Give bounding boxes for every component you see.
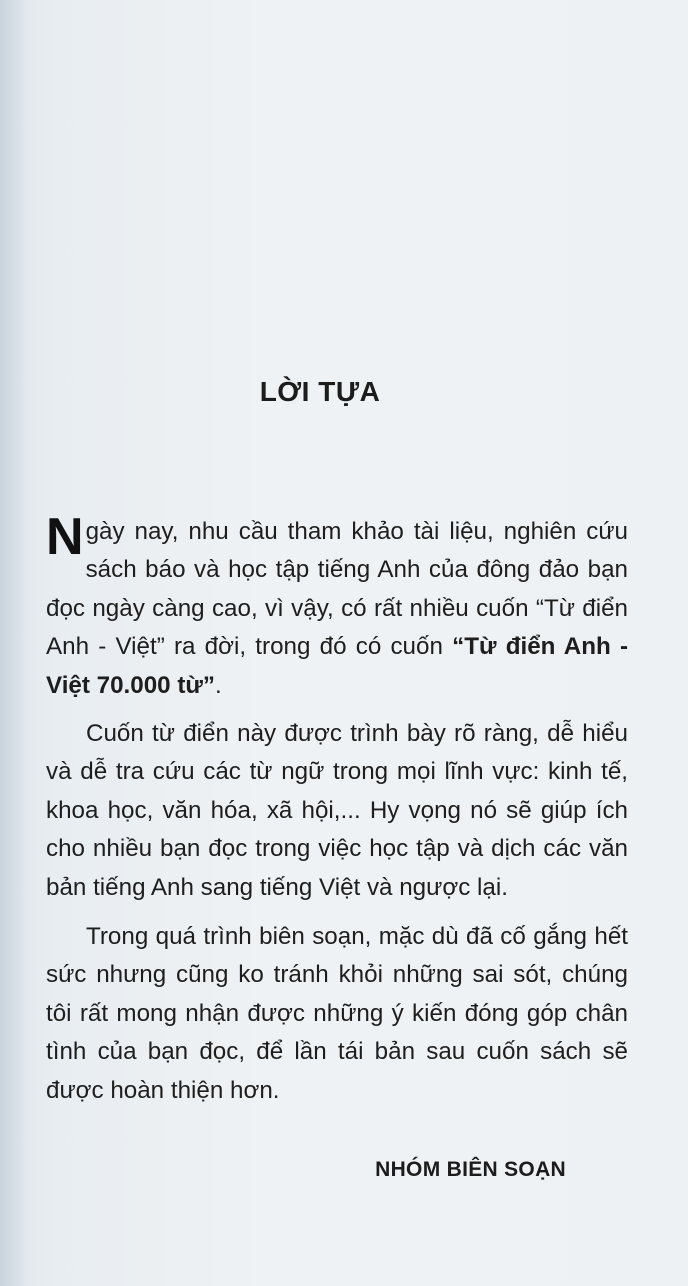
paragraph-1-text: gày nay, nhu cầu tham khảo tài liệu, nghiên cứu sách báo và học tập tiếng Anh của đông đảo bạn đọc ngày càng cao, vì vậy, có rất nhiều cuốn “Từ điển Anh - Việt” ra đời, trong đó có cuốn — [46, 518, 628, 661]
drop-cap: N — [46, 508, 84, 566]
spine-shadow — [0, 0, 30, 1286]
paragraph-1-end: . — [215, 671, 222, 699]
paragraph-3: Trong quá trình biên soạn, mặc dù đã cố gắng hết sức nhưng cũng ko tránh khỏi những sai sót, chúng tôi rất mong nhận được những ý kiến đóng góp chân tình của bạn đọc, để lần tái bản sau cuốn sách sẽ được hoàn thiện hơn. — [46, 923, 628, 1104]
paragraph-1 — [46, 508, 628, 705]
preface-heading: LỜI TỰA — [259, 376, 381, 407]
author-signature: NHÓM BIÊN SOẠN — [375, 1158, 566, 1181]
book-title: “Từ điển Anh - Việt 70.000 từ” — [46, 633, 628, 699]
paragraph-2: Cuốn từ điển này được trình bày rõ ràng, dễ hiểu và dễ tra cứu các từ ngữ trong mọi lĩnh vực: kinh tế, khoa học, văn hóa, xã hội,... Hy vọng nó sẽ giúp ích cho nhiều bạn đọc trong việc học tập và dịch các văn bản tiếng Anh sang tiếng Việt và ngược lại. — [46, 720, 628, 901]
preface-body — [46, 508, 628, 1110]
